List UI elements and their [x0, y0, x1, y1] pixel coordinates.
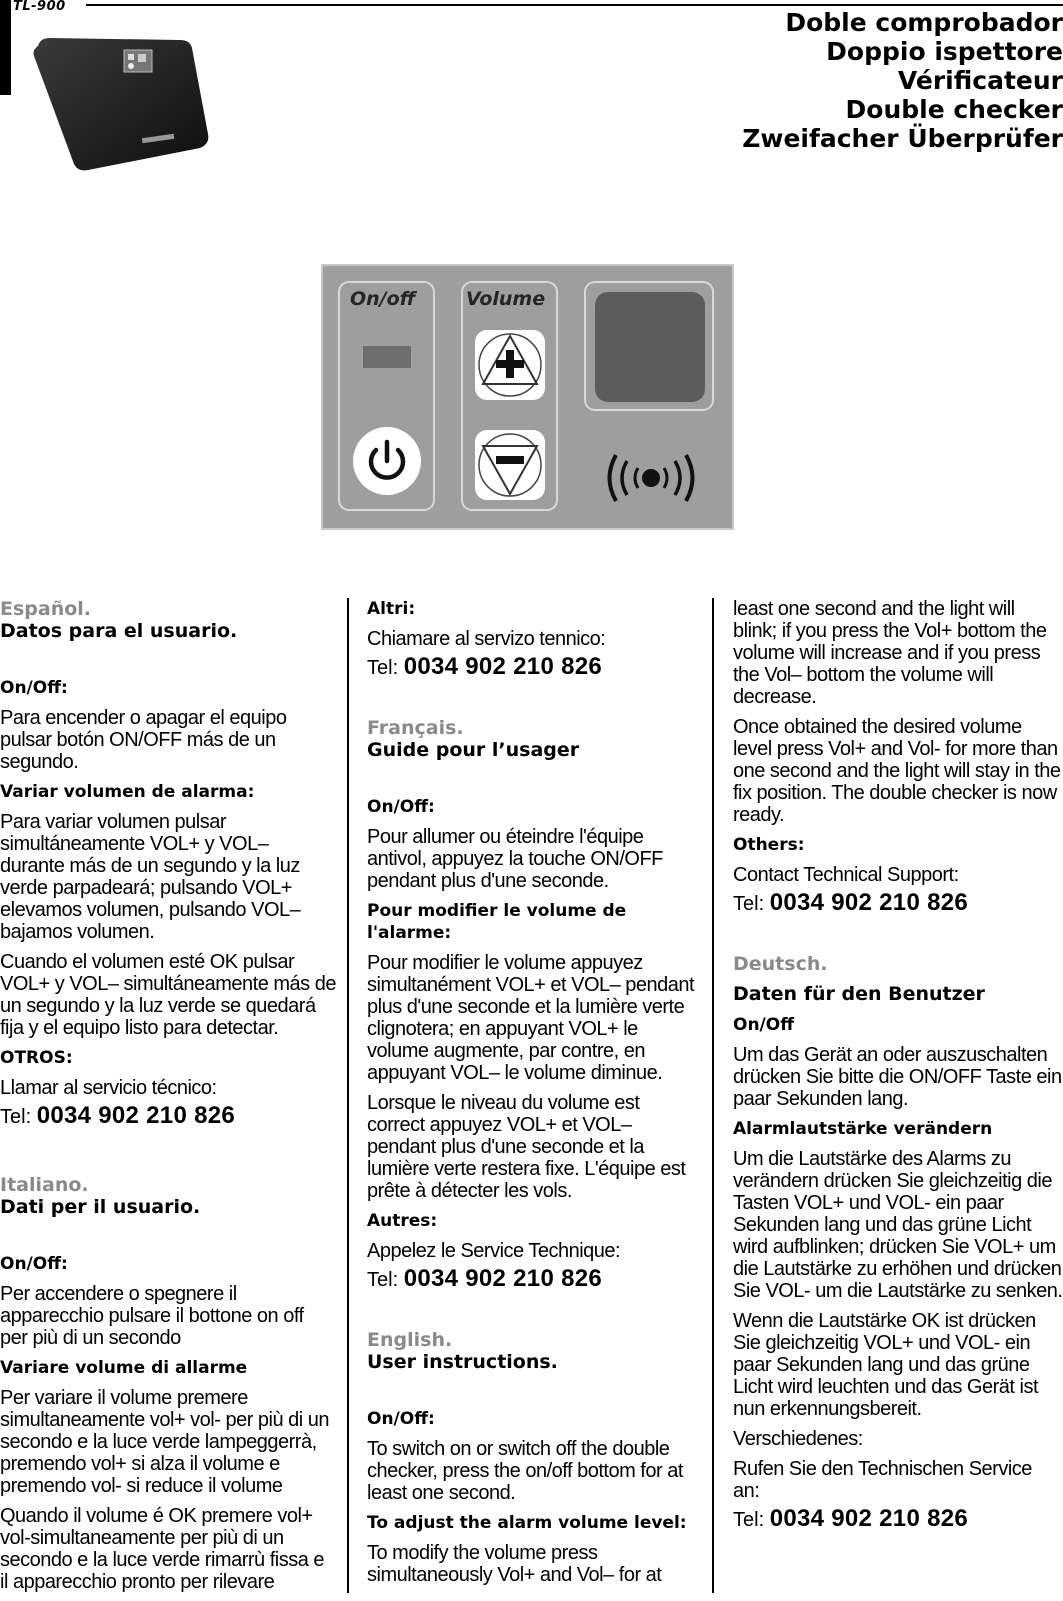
phone-label: Tel:: [733, 1509, 770, 1531]
support-text-de: Rufen Sie den Technischen Service an:: [733, 1458, 1032, 1502]
onoff-text-it: Per accendere o spegnere il apparecchio pulsare il bottone on off per più di un secondo: [0, 1283, 304, 1349]
lang-heading-en: English.: [367, 1329, 453, 1351]
volume-text-en-part1: To modify the volume press simultaneously Vol+ and Vol– for at: [367, 1542, 662, 1586]
guide-title-de: Daten für den Benutzer: [733, 983, 985, 1005]
phone-line-es: [0, 1103, 336, 1130]
volume-heading-es: Variar volumen de alarma:: [0, 782, 255, 802]
guide-title-en: User instructions.: [367, 1351, 558, 1373]
volume-heading-fr: Pour modifier le volume de l'alarme:: [367, 901, 627, 943]
status-led: [363, 346, 411, 368]
onoff-text-en: To switch on or switch off the double checker, press the on/off bottom for at least one second.: [367, 1438, 683, 1504]
other-heading-en: Others:: [733, 835, 805, 855]
volume-heading-de: Alarmlautstärke verändern: [733, 1119, 993, 1139]
section-fr: [367, 717, 697, 1293]
minus-icon: [496, 456, 524, 464]
onoff-text-fr: Pour allumer ou éteindre l'équipe antivol, appuyez la touche ON/OFF pendant plus d'une seconde.: [367, 826, 663, 892]
phone-number-it: 0034 902 210 826: [403, 653, 603, 680]
phone-label: Tel:: [367, 657, 404, 679]
column-2: [367, 598, 697, 1594]
section-en: [367, 1329, 697, 1586]
other-heading-es: OTROS:: [0, 1048, 73, 1068]
column-divider-2: [712, 598, 714, 1593]
lang-heading-it: Italiano.: [0, 1174, 89, 1196]
other-heading-it: Altri:: [367, 599, 416, 619]
lang-heading-es: Español.: [0, 598, 92, 620]
other-heading-fr: Autres:: [367, 1211, 438, 1231]
guide-title-it: Dati per il usuario.: [0, 1196, 201, 1218]
guide-title-fr: Guide pour l’usager: [367, 739, 580, 761]
phone-label: Tel:: [0, 1106, 37, 1128]
phone-line-en: [733, 890, 1063, 917]
support-text-it: Chiamare al servizo tennico:: [367, 628, 606, 650]
section-de: [733, 953, 1063, 1533]
control-panel: [321, 264, 734, 530]
phone-number-fr: 0034 902 210 826: [403, 1265, 603, 1292]
alarm-signal-icon: [603, 451, 699, 505]
title-es: Doble comprobador: [785, 8, 1063, 37]
title-en: Double checker: [845, 95, 1063, 124]
guide-title-es: Datos para el usuario.: [0, 620, 238, 642]
volume-heading-it: Variare volume di allarme: [0, 1358, 248, 1378]
phone-line-it: [367, 654, 697, 681]
volume-down-button[interactable]: [473, 428, 547, 502]
phone-line-fr: [367, 1266, 697, 1293]
volume-text-it: Per variare il volume premere simultaneamente vol+ vol- per più di un secondo e la luce verde lampeggerrà, premendo vol+ si alza il volume e premendo vol- si reduce il volume: [0, 1387, 330, 1497]
volume-text-de: Um die Lautstärke des Alarms zu verändern drücken Sie gleichzeitig die Tasten VOL+ und VOL- ein paar Sekunden lang und das grüne Licht wird aufblinken; drücken Sie VOL+ um die Lautstärke zu erhöhen und drücken Sie VOL- um die Lautstärke zu senken.: [733, 1148, 1063, 1302]
phone-number-en: 0034 902 210 826: [769, 889, 969, 916]
onoff-text-de: Um das Gerät an oder auszuschalten drücken Sie bitte die ON/OFF Taste ein paar Sekunden lang.: [733, 1044, 1062, 1110]
onoff-heading-en: On/Off:: [367, 1409, 435, 1429]
support-text-fr: Appelez le Service Technique:: [367, 1240, 621, 1262]
column-1: [0, 598, 336, 1601]
title-de: Zweifacher Überprüfer: [742, 124, 1063, 153]
volume-confirm-text-de: Wenn die Lautstärke OK ist drücken Sie gleichzeitig VOL+ und VOL- ein paar Sekunden lang und das grüne Licht wird leuchten und das Gerät ist nun erkennungsbereit.: [733, 1310, 1039, 1420]
section-it: [0, 1174, 336, 1593]
header-rule: [86, 4, 1063, 6]
onoff-heading-it: On/Off:: [0, 1254, 68, 1274]
display-screen: [595, 292, 705, 402]
onoff-heading-fr: On/Off:: [367, 797, 435, 817]
onoff-heading-es: On/Off:: [0, 678, 68, 698]
volume-up-button[interactable]: [473, 328, 547, 402]
phone-number-de: 0034 902 210 826: [769, 1505, 969, 1532]
volume-text-fr: Pour modifier le volume appuyez simultanément VOL+ et VOL– pendant plus d'une seconde et la lumière verte clignotera; en appuyant VOL+ le volume augmente, par contre, en appuyant VOL– le volume diminue.: [367, 952, 695, 1084]
volume-text-en-part2: least one second and the light will blink; if you press the Vol+ bottom the volume will increase and if you press the Vol– bottom the volume will decrease.: [733, 598, 1047, 708]
volume-label: Volume: [466, 288, 546, 310]
phone-label: Tel:: [733, 893, 770, 915]
onoff-text-es: Para encender o apagar el equipo pulsar botón ON/OFF más de un segundo.: [0, 707, 287, 773]
phone-line-de: [733, 1506, 1063, 1533]
column-3: [733, 598, 1063, 1533]
product-photo: [32, 36, 210, 174]
title-fr: Vérificateur: [897, 66, 1063, 95]
support-text-en: Contact Technical Support:: [733, 864, 959, 886]
other-heading-de: Verschiedenes:: [733, 1428, 863, 1450]
power-button[interactable]: [352, 426, 422, 496]
volume-heading-en: To adjust the alarm volume level:: [367, 1513, 687, 1533]
title-it: Doppio ispettore: [826, 37, 1063, 66]
volume-confirm-text-it: Quando il volume é OK premere vol+ vol-simultaneamente per più di un secondo e la luce verde rimarrù fissa e il apparecchio pronto per rilevare: [0, 1505, 324, 1593]
onoff-label: On/off: [350, 288, 416, 310]
header-left-bar: [0, 0, 11, 95]
lang-heading-de: Deutsch.: [733, 953, 828, 975]
lang-heading-fr: Français.: [367, 717, 464, 739]
volume-confirm-text-es: Cuando el volumen esté OK pulsar VOL+ y VOL– simultáneamente más de un segundo y la luz verde se quedará fija y el equipo listo para detectar.: [0, 951, 336, 1039]
phone-number-es: 0034 902 210 826: [36, 1102, 236, 1129]
volume-confirm-text-en: Once obtained the desired volume level press Vol+ and Vol- for more than one second and the light will stay in the fix position. The double checker is now ready.: [733, 716, 1061, 826]
onoff-heading-de: On/Off: [733, 1015, 794, 1035]
product-titles: [742, 8, 1063, 153]
section-es: [0, 598, 336, 1130]
volume-confirm-text-fr: Lorsque le niveau du volume est correct appuyez VOL+ et VOL– pendant plus d'une seconde et la lumière verte restera fixe. L'équipe est prête à détecter les vols.: [367, 1092, 686, 1202]
phone-label: Tel:: [367, 1269, 404, 1291]
column-divider-1: [347, 598, 349, 1593]
volume-text-es: Para variar volumen pulsar simultáneamente VOL+ y VOL– durante más de un segundo y la luz verde parpadeará; pulsando VOL+ elevamos volumen, pulsando VOL– bajamos volumen.: [0, 811, 301, 943]
support-text-es: Llamar al servicio técnico:: [0, 1077, 217, 1099]
model-number: TL-900: [13, 0, 66, 14]
